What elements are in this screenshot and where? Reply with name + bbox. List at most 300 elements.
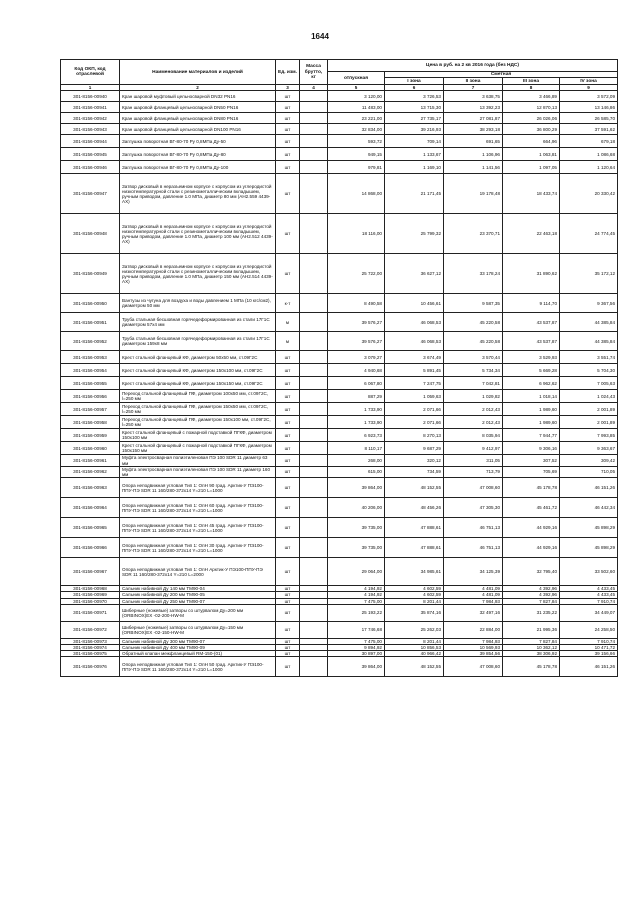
row-price-zone-4: 1 120,64 [560, 161, 618, 174]
row-name: Крест стальной фланцевый с пожарной подставкой ПГКФ, диаметром 150х150 мм [120, 442, 276, 455]
row-price-zone-2: 38 293,18 [444, 124, 503, 135]
row-name: Сальник набивной Ду 300 мм ТМ90-07 [120, 638, 276, 644]
table-row [61, 429, 618, 442]
row-price-zone-4: 7 993,85 [560, 429, 618, 442]
row-release-price: 7 475,00 [328, 638, 385, 644]
row-price-zone-3: 7 944,77 [503, 429, 560, 442]
row-code: 301-8156-00962 [61, 466, 120, 477]
row-release-price: 8 490,58 [328, 294, 385, 313]
row-code: 301-8156-00954 [61, 364, 120, 377]
row-name: Муфта электросварная полиэтиленовая ПЭ 100 SDR 11 диаметр 63 мм [120, 455, 276, 466]
header-zone-4: IV зона [560, 78, 618, 85]
row-price-zone-3: 26 026,06 [503, 113, 560, 124]
row-code: 301-8156-00943 [61, 124, 120, 135]
row-price-zone-1: 48 456,26 [385, 498, 444, 518]
row-price-zone-4: 4 433,45 [560, 592, 618, 598]
row-code: 301-8156-00946 [61, 161, 120, 174]
row-unit: шт [276, 214, 300, 254]
row-price-zone-1: 27 735,17 [385, 113, 444, 124]
row-price-zone-1: 10 456,61 [385, 294, 444, 313]
row-release-price: 3 079,27 [328, 351, 385, 364]
table-row [61, 161, 618, 174]
row-price-zone-2: 3 638,75 [444, 91, 503, 102]
row-name: Сальник набивной Ду 250 мм ТМ90-07 [120, 598, 276, 604]
row-release-price: 6 067,80 [328, 377, 385, 390]
column-index: 5 [328, 85, 385, 91]
row-release-price: 11 483,00 [328, 102, 385, 113]
column-index: 8 [503, 85, 560, 91]
row-price-zone-2: 47 305,30 [444, 498, 503, 518]
row-code: 301-8156-00958 [61, 416, 120, 429]
row-code: 301-8156-00942 [61, 113, 120, 124]
row-price-zone-2: 22 884,00 [444, 621, 503, 638]
row-mass [300, 403, 328, 416]
row-price-zone-2: 4 481,09 [444, 592, 503, 598]
row-price-zone-1: 8 270,13 [385, 429, 444, 442]
row-name: Опора неподвижная угловая Тип 1: ОпН 60 град. Арктик-У ПЭ100-ППУ-ПЭ SDR 11 160/280-372х14 Y=210 L=1000 [120, 498, 276, 518]
row-price-zone-4: 10 471,72 [560, 645, 618, 651]
row-price-zone-4: 710,05 [560, 466, 618, 477]
column-index: 4 [300, 85, 328, 91]
row-release-price: 4 194,92 [328, 592, 385, 598]
table-row [61, 254, 618, 294]
row-code: 301-8156-00966 [61, 538, 120, 558]
row-price-zone-3: 45 178,78 [503, 657, 560, 677]
table-row [61, 403, 618, 416]
row-release-price: 1 733,90 [328, 403, 385, 416]
row-price-zone-4: 20 330,42 [560, 174, 618, 214]
row-price-zone-2: 5 734,34 [444, 364, 503, 377]
row-price-zone-3: 4 392,96 [503, 586, 560, 592]
row-price-zone-2: 33 178,24 [444, 254, 503, 294]
row-release-price: 593,72 [328, 135, 385, 148]
row-name: Кран шаровой фланцевый цельносварной DN80 PN16 [120, 113, 276, 124]
row-unit: м [276, 313, 300, 332]
row-mass [300, 214, 328, 254]
column-index: 6 [385, 85, 444, 91]
row-price-zone-2: 3 570,44 [444, 351, 503, 364]
row-price-zone-2: 45 220,58 [444, 332, 503, 351]
row-release-price: 14 868,00 [328, 174, 385, 214]
row-code: 301-8156-00974 [61, 645, 120, 651]
row-price-zone-3: 705,69 [503, 466, 560, 477]
row-price-zone-3: 7 827,84 [503, 598, 560, 604]
row-price-zone-1: 48 152,55 [385, 657, 444, 677]
row-mass [300, 429, 328, 442]
column-index: 9 [560, 85, 618, 91]
row-price-zone-4: 45 898,29 [560, 518, 618, 538]
row-price-zone-2: 8 035,94 [444, 429, 503, 442]
row-unit: шт [276, 621, 300, 638]
table-row [61, 135, 618, 148]
row-code: 301-8156-00965 [61, 518, 120, 538]
table-row [61, 621, 618, 638]
row-price-zone-4: 46 442,34 [560, 498, 618, 518]
row-price-zone-1: 46 068,53 [385, 313, 444, 332]
row-name: Крест стальной фланцевый КФ, диаметром 150х150 мм, ст.09Г2С [120, 377, 276, 390]
row-code: 301-8156-00960 [61, 442, 120, 455]
row-mass [300, 113, 328, 124]
price-table [60, 59, 618, 677]
row-price-zone-3: 7 827,84 [503, 638, 560, 644]
row-price-zone-2: 34 125,39 [444, 558, 503, 586]
row-release-price: 25 193,22 [328, 604, 385, 621]
row-price-zone-2: 19 178,48 [444, 174, 503, 214]
row-code: 301-8156-00975 [61, 651, 120, 657]
row-price-zone-2: 46 751,13 [444, 538, 503, 558]
row-release-price: 1 733,90 [328, 416, 385, 429]
row-release-price: 39 735,00 [328, 518, 385, 538]
row-price-zone-3: 18 433,74 [503, 174, 560, 214]
row-price-zone-3: 1 989,60 [503, 416, 560, 429]
row-release-price: 4 194,92 [328, 586, 385, 592]
row-price-zone-3: 43 537,87 [503, 332, 560, 351]
row-price-zone-4: 2 001,89 [560, 416, 618, 429]
row-price-zone-3: 6 962,62 [503, 377, 560, 390]
row-price-zone-2: 7 042,81 [444, 377, 503, 390]
row-name: Заглушка поворотная ВГ-80-70 Ру 0,8МПа Ду-50 [120, 135, 276, 148]
row-name: Кран шаровой муфтовый цельносварной DN32 PN16 [120, 91, 276, 102]
table-row [61, 390, 618, 403]
table-row [61, 498, 618, 518]
row-price-zone-3: 3 529,93 [503, 351, 560, 364]
row-unit: шт [276, 91, 300, 102]
row-mass [300, 294, 328, 313]
row-code: 301-8156-00940 [61, 91, 120, 102]
row-release-price: 887,29 [328, 390, 385, 403]
row-code: 301-8156-00941 [61, 102, 120, 113]
header-zone-2: II зона [444, 78, 503, 85]
row-mass [300, 498, 328, 518]
row-code: 301-8156-00951 [61, 313, 120, 332]
row-name: Затвор дисковый в неразъемном корпусе с корпусом из углеродистой низкотемпературной стали с резинометаллическим вкладышем, ручным приводом, давление 1.0 МПа, диаметр 150 мм (АН2.514 4439-АХ) [120, 254, 276, 294]
row-unit: шт [276, 645, 300, 651]
row-name: Переход стальной фланцевый ПФ, диаметром 150х100 мм, ст.09Г2С, l=250 мм [120, 416, 276, 429]
row-price-zone-4: 1 024,43 [560, 390, 618, 403]
table-row [61, 538, 618, 558]
row-release-price: 39 735,00 [328, 538, 385, 558]
row-unit: шт [276, 586, 300, 592]
table-row [61, 313, 618, 332]
table-row [61, 455, 618, 466]
column-index: 7 [444, 85, 503, 91]
row-code: 301-8156-00949 [61, 254, 120, 294]
row-mass [300, 390, 328, 403]
row-name: Обратный клапан межфланцевый RM-150-(01) [120, 651, 276, 657]
row-name: Опора неподвижная угловая Тип 1: ОпН 90 град. Арктик-У ПЭ100-ППУ-ПЭ SDR 11 160/280-372х14 Y=210 L=1000 [120, 478, 276, 498]
row-mass [300, 621, 328, 638]
row-price-zone-1: 9 687,29 [385, 442, 444, 455]
row-price-zone-3: 12 870,13 [503, 102, 560, 113]
row-price-zone-3: 44 929,16 [503, 538, 560, 558]
row-release-price: 39 864,00 [328, 478, 385, 498]
row-code: 301-8156-00952 [61, 332, 120, 351]
row-price-zone-1: 34 985,61 [385, 558, 444, 586]
row-unit: м [276, 332, 300, 351]
row-price-zone-2: 23 370,71 [444, 214, 503, 254]
row-price-zone-2: 7 984,93 [444, 598, 503, 604]
row-price-zone-1: 10 856,53 [385, 645, 444, 651]
row-price-zone-1: 8 201,44 [385, 638, 444, 644]
row-price-zone-1: 46 068,53 [385, 332, 444, 351]
header-unit: Ед. изм. [276, 60, 300, 85]
row-price-zone-2: 9 587,35 [444, 294, 503, 313]
row-code: 301-8156-00953 [61, 351, 120, 364]
table-row [61, 558, 618, 586]
row-name: Переход стальной фланцевый ПФ, диаметром 150х50 мм, ст.09Г2С, l=250 мм [120, 403, 276, 416]
row-code: 301-8156-00950 [61, 294, 120, 313]
row-price-zone-4: 33 502,60 [560, 558, 618, 586]
table-row [61, 364, 618, 377]
row-code: 301-8156-00959 [61, 429, 120, 442]
row-price-zone-1: 709,14 [385, 135, 444, 148]
row-name: Опора неподвижная угловая Тип 1: ОпН 30 град. Арктик-У ПЭ100-ППУ-ПЭ SDR 11 160/280-372х14 Y=210 L=1000 [120, 538, 276, 558]
table-body [61, 91, 618, 677]
row-mass [300, 364, 328, 377]
row-unit: шт [276, 538, 300, 558]
column-index: 2 [120, 85, 276, 91]
row-name: Сальник набивной Ду 140 мм ТМ90-04 [120, 586, 276, 592]
header-zone-1: I зона [385, 78, 444, 85]
row-release-price: 949,15 [328, 148, 385, 161]
row-price-zone-4: 46 151,26 [560, 478, 618, 498]
row-price-zone-3: 1 097,05 [503, 161, 560, 174]
row-name: Труба стальная бесшовная горячедеформированная из стали 17Г1С диаметром 159х8 мм [120, 332, 276, 351]
row-name: Опора неподвижная угловая Тип 1: ОпН 45 град. Арктик-У ПЭ100-ППУ-ПЭ SDR 11 160/280-372х14 Y=210 L=1000 [120, 518, 276, 538]
row-price-zone-4: 34 449,07 [560, 604, 618, 621]
row-price-zone-4: 35 172,12 [560, 254, 618, 294]
row-unit: шт [276, 102, 300, 113]
row-unit: шт [276, 442, 300, 455]
row-unit: шт [276, 558, 300, 586]
row-price-zone-2: 32 497,16 [444, 604, 503, 621]
row-name: Сальник набивной Ду 200 мм ТМ90-05 [120, 592, 276, 598]
row-mass [300, 91, 328, 102]
row-mass [300, 351, 328, 364]
column-index: 1 [61, 85, 120, 91]
row-price-zone-3: 45 461,72 [503, 498, 560, 518]
row-code: 301-8156-00957 [61, 403, 120, 416]
row-price-zone-3: 3 466,89 [503, 91, 560, 102]
row-price-zone-2: 2 012,43 [444, 403, 503, 416]
header-name: Наименование материалов и изделий [120, 60, 276, 85]
row-unit: шт [276, 390, 300, 403]
header-zone-3: III зона [503, 78, 560, 85]
row-mass [300, 604, 328, 621]
row-unit: шт [276, 455, 300, 466]
row-price-zone-4: 3 572,09 [560, 91, 618, 102]
row-price-zone-2: 46 751,13 [444, 518, 503, 538]
row-code: 301-8156-00968 [61, 586, 120, 592]
column-index: 3 [276, 85, 300, 91]
row-code: 301-8156-00948 [61, 214, 120, 254]
row-price-zone-1: 7 247,75 [385, 377, 444, 390]
row-code: 301-8156-00947 [61, 174, 120, 214]
row-unit: шт [276, 135, 300, 148]
row-release-price: 25 722,00 [328, 254, 385, 294]
row-release-price: 30 897,00 [328, 651, 385, 657]
row-name: Шиберные (ножевые) затворы со штурвалом Ду=150 мм (ORBINOX)EX -02-150-HW-M [120, 621, 276, 638]
row-unit: шт [276, 518, 300, 538]
row-name: Затвор дисковый в неразъемном корпусе с корпусом из углеродистой низкотемпературной стали с резинометаллическим вкладышем, ручным приводом, давление 1.0 МПа, диаметр 80 мм (АН2.559 4439-АХ) [120, 174, 276, 214]
row-price-zone-3: 31 890,62 [503, 254, 560, 294]
row-code: 301-8156-00961 [61, 455, 120, 466]
row-price-zone-1: 47 888,61 [385, 538, 444, 558]
row-price-zone-1: 3 674,49 [385, 351, 444, 364]
row-price-zone-3: 31 235,22 [503, 604, 560, 621]
row-price-zone-1: 13 715,30 [385, 102, 444, 113]
row-name: Затвор дисковый в неразъемном корпусе с корпусом из углеродистой низкотемпературной стали с резинометаллическим вкладышем, ручным приводом, давление 1.0 МПа, диаметр 100 мм (АН2.512 4439-АХ) [120, 214, 276, 254]
row-release-price: 9 894,92 [328, 645, 385, 651]
row-name: Шиберные (ножевые) затворы со штурвалом Ду=200 мм (ORBINOX)EX -02-200-HW-M [120, 604, 276, 621]
row-release-price: 40 206,00 [328, 498, 385, 518]
row-price-zone-4: 1 086,68 [560, 148, 618, 161]
row-mass [300, 161, 328, 174]
row-release-price: 979,81 [328, 161, 385, 174]
row-price-zone-2: 2 012,43 [444, 416, 503, 429]
row-mass [300, 657, 328, 677]
table-row [61, 124, 618, 135]
row-unit: шт [276, 351, 300, 364]
header-mass: Масса брутто, кг [300, 60, 328, 85]
table-row [61, 466, 618, 477]
row-price-zone-4: 9 367,56 [560, 294, 618, 313]
row-price-zone-4: 26 585,70 [560, 113, 618, 124]
row-unit: шт [276, 651, 300, 657]
row-price-zone-2: 7 984,93 [444, 638, 503, 644]
row-price-zone-3: 4 392,96 [503, 592, 560, 598]
row-price-zone-3: 38 306,92 [503, 651, 560, 657]
row-price-zone-1: 320,12 [385, 455, 444, 466]
row-price-zone-2: 1 141,56 [444, 161, 503, 174]
row-release-price: 18 116,00 [328, 214, 385, 254]
row-price-zone-3: 1 018,14 [503, 390, 560, 403]
row-price-zone-3: 9 114,70 [503, 294, 560, 313]
row-release-price: 39 864,00 [328, 657, 385, 677]
row-release-price: 268,00 [328, 455, 385, 466]
row-price-zone-4: 5 704,30 [560, 364, 618, 377]
row-release-price: 4 940,68 [328, 364, 385, 377]
row-code: 301-8156-00976 [61, 657, 120, 677]
row-release-price: 39 576,27 [328, 332, 385, 351]
table-row [61, 518, 618, 538]
table-row [61, 102, 618, 113]
row-price-zone-1: 21 171,45 [385, 174, 444, 214]
row-code: 301-8156-00944 [61, 135, 120, 148]
row-release-price: 29 064,00 [328, 558, 385, 586]
row-price-zone-1: 4 602,59 [385, 586, 444, 592]
row-mass [300, 442, 328, 455]
table-row [61, 377, 618, 390]
row-unit: шт [276, 429, 300, 442]
table-row [61, 351, 618, 364]
row-price-zone-2: 9 412,97 [444, 442, 503, 455]
row-unit: к-т [276, 294, 300, 313]
row-code: 301-8156-00967 [61, 558, 120, 586]
row-unit: шт [276, 466, 300, 477]
row-mass [300, 135, 328, 148]
row-price-zone-2: 47 008,60 [444, 478, 503, 498]
table-row [61, 91, 618, 102]
row-code: 301-8156-00970 [61, 598, 120, 604]
row-price-zone-1: 1 133,67 [385, 148, 444, 161]
row-release-price: 23 221,00 [328, 113, 385, 124]
row-price-zone-4: 3 551,74 [560, 351, 618, 364]
row-price-zone-1: 48 152,55 [385, 478, 444, 498]
page-number: 1644 [311, 32, 329, 41]
row-release-price: 8 110,17 [328, 442, 385, 455]
row-price-zone-4: 309,42 [560, 455, 618, 466]
row-price-zone-2: 47 008,60 [444, 657, 503, 677]
row-name: Муфта электросварная полиэтиленовая ПЭ 100 SDR 11 диаметр 160 мм [120, 466, 276, 477]
row-price-zone-4: 37 591,62 [560, 124, 618, 135]
row-release-price: 39 576,27 [328, 313, 385, 332]
table-header [61, 60, 618, 91]
row-unit: шт [276, 254, 300, 294]
row-unit: шт [276, 403, 300, 416]
row-release-price: 17 746,68 [328, 621, 385, 638]
row-code: 301-8156-00969 [61, 592, 120, 598]
row-price-zone-4: 46 151,26 [560, 657, 618, 677]
row-price-zone-3: 9 306,16 [503, 442, 560, 455]
table-row [61, 214, 618, 254]
row-code: 301-8156-00972 [61, 621, 120, 638]
row-unit: шт [276, 416, 300, 429]
row-mass [300, 313, 328, 332]
row-price-zone-3: 43 537,87 [503, 313, 560, 332]
row-price-zone-3: 32 795,40 [503, 558, 560, 586]
row-name: Крест стальной фланцевый КФ, диаметром 150х100 мм, ст.09Г2С [120, 364, 276, 377]
row-name: Переход стальной фланцевый ПФ, диаметром 100х50 мм, ст.09Г2С, l=250 мм [120, 390, 276, 403]
row-price-zone-3: 10 362,12 [503, 645, 560, 651]
row-price-zone-3: 5 669,28 [503, 364, 560, 377]
row-price-zone-1: 40 966,42 [385, 651, 444, 657]
header-code: Код ОКП, код отраслевой [61, 60, 120, 85]
row-unit: шт [276, 161, 300, 174]
table-row [61, 416, 618, 429]
table-row [61, 113, 618, 124]
table-row [61, 294, 618, 313]
row-price-zone-4: 45 898,29 [560, 538, 618, 558]
row-price-zone-1: 1 059,63 [385, 390, 444, 403]
row-price-zone-1: 8 201,44 [385, 598, 444, 604]
row-unit: шт [276, 174, 300, 214]
row-price-zone-1: 2 071,66 [385, 416, 444, 429]
row-price-zone-1: 4 602,59 [385, 592, 444, 598]
row-mass [300, 416, 328, 429]
row-price-zone-1: 3 726,53 [385, 91, 444, 102]
row-price-zone-2: 311,05 [444, 455, 503, 466]
row-unit: шт [276, 364, 300, 377]
row-price-zone-4: 7 910,74 [560, 598, 618, 604]
table-row [61, 657, 618, 677]
row-price-zone-4: 4 433,45 [560, 586, 618, 592]
row-code: 301-8156-00955 [61, 377, 120, 390]
row-mass [300, 102, 328, 113]
row-release-price: 3 120,00 [328, 91, 385, 102]
row-price-zone-3: 44 929,16 [503, 518, 560, 538]
row-mass [300, 332, 328, 351]
row-mass [300, 538, 328, 558]
row-unit: шт [276, 148, 300, 161]
header-prices: Цена в руб. на 2 кв 2016 года (без НДС) [328, 60, 618, 72]
row-name: Кран шаровой фланцевый цельносварной DN100 PN16 [120, 124, 276, 135]
row-mass [300, 558, 328, 586]
row-price-zone-4: 9 363,67 [560, 442, 618, 455]
row-price-zone-4: 13 146,86 [560, 102, 618, 113]
row-price-zone-3: 664,96 [503, 135, 560, 148]
row-price-zone-1: 1 169,10 [385, 161, 444, 174]
